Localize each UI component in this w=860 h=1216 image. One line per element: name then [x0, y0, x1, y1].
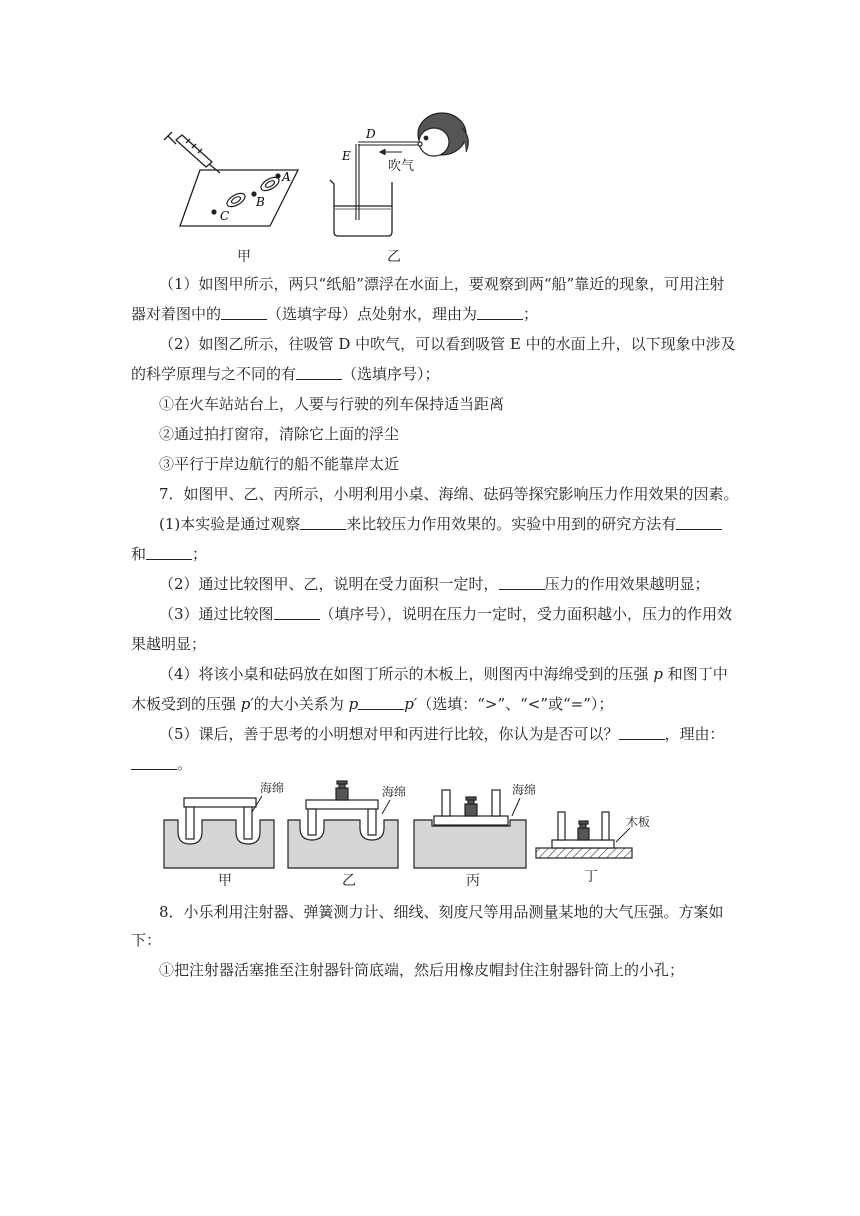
- q7-part1-pre: (1)本实验是通过观察: [159, 515, 301, 533]
- q7-part2-pre: （2）通过比较图甲、乙，说明在受力面积一定时，: [159, 575, 499, 593]
- answer-blank: [499, 575, 545, 590]
- blow-arrow-icon: [380, 150, 402, 155]
- q7-part5-end2: 。: [177, 755, 193, 773]
- label-sponge: 海绵: [382, 785, 407, 799]
- label-b: B: [256, 195, 265, 209]
- q7-part1-line2: [131, 544, 731, 564]
- q6-part1-line1: （1）如图甲所示，两只“纸船”漂浮在水面上，要观察到两“船”靠近的现象，可用注射: [159, 275, 725, 293]
- answer-blank: [296, 365, 342, 380]
- panel-bing: [414, 783, 536, 868]
- answer-blank: [358, 695, 404, 710]
- q6-part2-line2: [131, 364, 731, 384]
- syringe-icon: [164, 132, 220, 173]
- q6-part1-line2: [131, 304, 731, 324]
- var-p-prime: p′: [404, 695, 418, 713]
- var-p-prime: p′: [240, 695, 254, 713]
- q7-part3-end: （填序号），说明在压力一定时，受力面积越小，压力的作用效: [319, 605, 733, 623]
- caption-yi: 乙: [342, 873, 356, 889]
- caption-yi: 乙: [387, 249, 401, 265]
- q8-step1: ①把注射器活塞推至注射器针筒底端，然后用橡皮帽封住注射器针筒上的小孔；: [159, 961, 685, 979]
- weight-icon: [578, 821, 589, 840]
- label-sponge: 海绵: [512, 783, 537, 797]
- label-e: E: [342, 149, 351, 163]
- q7-part4-end: 和图丁中: [662, 665, 728, 683]
- q6-option-3: ③平行于岸边航行的船不能靠岸太近: [159, 455, 400, 473]
- var-p: p: [653, 665, 663, 683]
- q6-part1-pre: 器对着图中的: [131, 305, 222, 323]
- point-a-dot: [275, 173, 280, 178]
- q8-stem-line1: 8．小乐利用注射器、弹簧测力计、细线、刻度尺等用品测量某地的大气压强。方案如: [159, 903, 724, 921]
- answer-blank: [477, 305, 523, 320]
- q7-part3-line1: [159, 604, 759, 624]
- q7-part2-end: 压力的作用效果越明显；: [544, 575, 710, 593]
- answer-blank: [619, 725, 665, 740]
- q6-part1-end: ；: [523, 305, 539, 323]
- weight-icon: [465, 797, 477, 816]
- q7-part5-end: ，理由：: [664, 725, 725, 743]
- q8-stem-line2: 下：: [131, 931, 162, 949]
- q7-part4b-pre: 木板受到的压强: [131, 695, 241, 713]
- q7-part4-pre: （4）将该小桌和砝码放在如图丁所示的木板上，则图丙中海绵受到的压强: [159, 665, 654, 683]
- q6-part1-mid: （选填字母）点处射水，理由为: [267, 305, 478, 323]
- q7-part4b-mid: 的大小关系为: [253, 695, 349, 713]
- label-a: A: [282, 170, 291, 184]
- straw-d: [358, 142, 418, 145]
- q7-part1-end: ；: [192, 545, 208, 563]
- q7-part5-pre: （5）课后，善于思考的小明想对甲和丙进行比较，你认为是否可以？: [159, 725, 619, 743]
- q7-part2: [159, 574, 759, 594]
- label-c: C: [220, 209, 230, 223]
- answer-blank: [146, 545, 192, 560]
- q7-part1-line1: [159, 514, 759, 534]
- panel-yi: [288, 781, 406, 868]
- var-p: p: [348, 695, 359, 713]
- label-sponge: 海绵: [260, 781, 285, 795]
- q7-stem: 7．如图甲、乙、丙所示，小明利用小桌、海绵、砝码等探究影响压力作用效果的因素。: [159, 485, 739, 503]
- q6-option-1: ①在火车站站台上，人要与行驶的列车保持适当距离: [159, 395, 505, 413]
- figure-yi-beaker-blowing: [326, 108, 472, 236]
- caption-jia: 甲: [218, 873, 232, 889]
- blow-label: 吹气: [388, 159, 415, 174]
- panel-jia: [164, 781, 284, 868]
- q7-part1-mid: 来比较压力作用效果的。实验中用到的研究方法有: [346, 515, 677, 533]
- answer-blank: [274, 605, 320, 620]
- answer-blank: [221, 305, 267, 320]
- caption-jia: 甲: [237, 249, 251, 265]
- q6-option-2: ②通过拍打窗帘，清除它上面的浮尘: [159, 425, 400, 443]
- weight-icon: [336, 781, 348, 800]
- answer-blank: [300, 515, 346, 530]
- q7-part1-and: 和: [131, 545, 147, 563]
- caption-ding: 丁: [584, 869, 598, 885]
- point-c-dot: [211, 209, 216, 214]
- q7-part5-line2: [131, 754, 731, 774]
- panel-ding: [536, 812, 650, 858]
- q7-part4-line2: [131, 694, 731, 714]
- q6-part2-pre: 的科学原理与之不同的有: [131, 365, 297, 383]
- q7-part4-line1: [159, 664, 759, 684]
- label-board: 木板: [626, 815, 651, 829]
- q6-part2-end: （选填序号）；: [342, 365, 440, 383]
- answer-blank: [131, 755, 177, 770]
- answer-blank: [676, 515, 722, 530]
- label-d: D: [366, 127, 376, 141]
- q7-part4b-end: （选填：“>”、“<”或“=”）；: [417, 695, 614, 713]
- q7-part3-line2: 果越明显；: [131, 635, 207, 653]
- girl-head-icon: [418, 113, 468, 156]
- caption-bing: 丙: [466, 873, 480, 889]
- beaker-icon: [330, 180, 392, 236]
- q7-part3-pre: （3）通过比较图: [159, 605, 274, 623]
- q7-part5-line1: [159, 724, 759, 744]
- figure-jia-syringe-boats: [160, 126, 300, 232]
- q6-part2-line1: （2）如图乙所示，往吸管 D 中吹气，可以看到吸管 E 中的水面上升，以下现象中涉及: [159, 335, 736, 353]
